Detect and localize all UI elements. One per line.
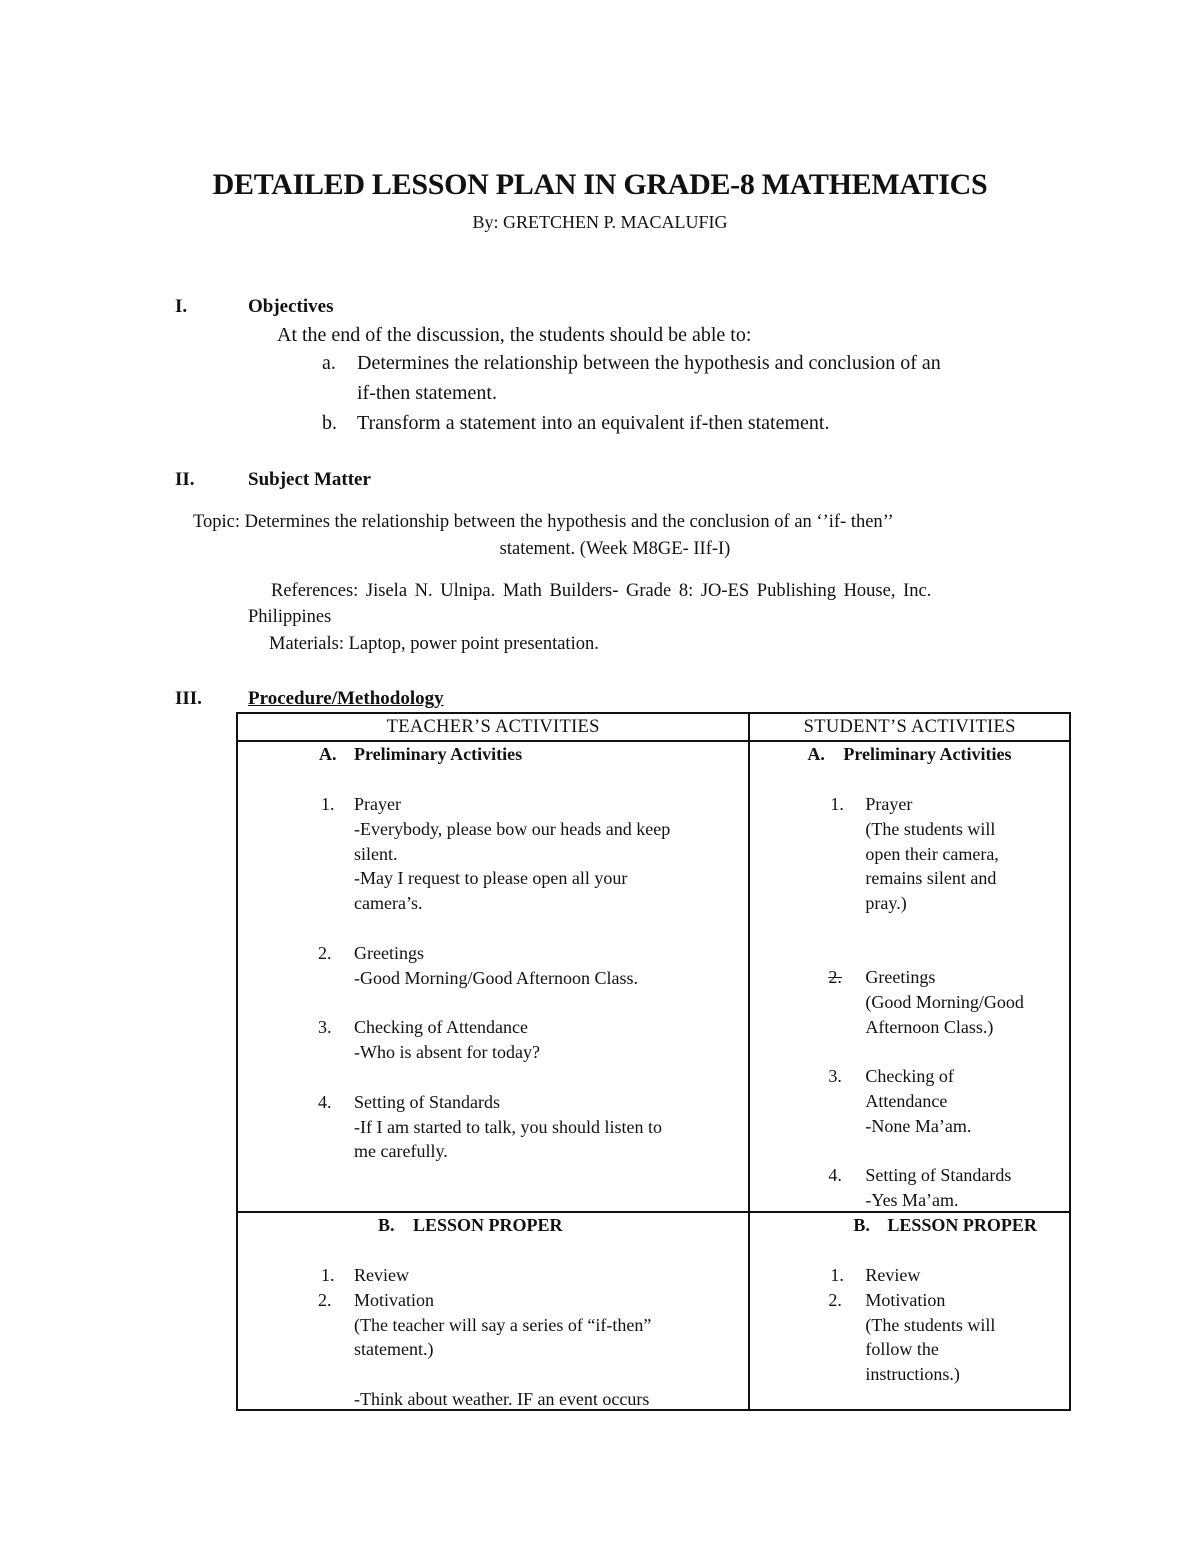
document-title: DETAILED LESSON PLAN IN GRADE-8 MATHEMATICS <box>212 168 988 201</box>
header-teacher-activities: TEACHER’S ACTIVITIES <box>237 713 749 741</box>
student-prelim-heading: Preliminary Activities <box>843 744 1012 764</box>
student-lesson-heading: LESSON PROPER <box>887 1215 1037 1235</box>
teacher-lesson-item2-marker: 2. <box>318 1290 332 1310</box>
teacher-item3-title: Checking of Attendance <box>354 1017 528 1037</box>
section-heading-procedure: Procedure/Methodology <box>248 688 444 709</box>
teacher-item1-line2: silent. <box>354 844 398 864</box>
student-item2-marker: 2. <box>828 967 842 987</box>
student-item2-line2: Afternoon Class.) <box>865 1017 994 1037</box>
student-item3-title: Checking of <box>865 1066 954 1086</box>
student-lesson-item2-line1: (The students will <box>865 1315 996 1335</box>
teacher-item1-title: Prayer <box>354 794 401 814</box>
table-row-lesson-proper <box>237 1212 1070 1410</box>
section-number-subject-matter: II. <box>175 469 195 490</box>
student-lesson-proper-cell <box>749 1212 1070 1410</box>
student-item1-line4: pray.) <box>865 893 907 913</box>
teacher-item4-line2: me carefully. <box>354 1141 448 1161</box>
teacher-item1-line1: -Everybody, please bow our heads and keep <box>354 819 671 839</box>
section-number-procedure: III. <box>175 688 202 709</box>
header-student-activities: STUDENT’S ACTIVITIES <box>749 713 1070 741</box>
author-byline: By: GRETCHEN P. MACALUFIG <box>472 212 728 232</box>
teacher-item1-line4: camera’s. <box>354 893 423 913</box>
teacher-item2-marker: 2. <box>318 943 332 963</box>
student-prelim-marker: A. <box>807 744 825 764</box>
student-lesson-item2-marker: 2. <box>828 1290 842 1310</box>
objective-a-line2: if-then statement. <box>357 382 497 404</box>
teacher-item3-line1: -Who is absent for today? <box>354 1042 540 1062</box>
teacher-lesson-marker: B. <box>378 1215 395 1235</box>
teacher-prelim-marker: A. <box>319 744 337 764</box>
student-lesson-item1-marker: 1. <box>830 1265 844 1285</box>
references-line1: References: Jisela N. Ulnipa. Math Builders- Grade 8: JO-ES Publishing House, Inc. <box>271 581 932 601</box>
objective-b-line1: Transform a statement into an equivalent if-then statement. <box>357 412 830 434</box>
teacher-lesson-item2-line3: -Think about weather. IF an event occurs <box>354 1389 650 1409</box>
table-header-row <box>237 713 1070 741</box>
teacher-item2-title: Greetings <box>354 943 424 963</box>
teacher-item4-line1: -If I am started to talk, you should listen to <box>354 1117 662 1137</box>
teacher-item1-line3: -May I request to please open all your <box>354 868 628 888</box>
student-lesson-marker: B. <box>853 1215 870 1235</box>
teacher-item3-marker: 3. <box>318 1017 332 1037</box>
student-preliminary-cell <box>749 741 1070 1212</box>
teacher-lesson-item2-line1: (The teacher will say a series of “if-then” <box>354 1315 652 1335</box>
teacher-lesson-item2-title: Motivation <box>354 1290 434 1310</box>
topic-line1: Topic: Determines the relationship between the hypothesis and the conclusion of an ‘’if- then’’ <box>193 512 894 532</box>
teacher-prelim-heading: Preliminary Activities <box>354 744 523 764</box>
student-lesson-item2-line3: instructions.) <box>865 1364 960 1384</box>
student-item1-marker: 1. <box>830 794 844 814</box>
materials-line: Materials: Laptop, power point presentation. <box>269 634 599 654</box>
section-number-objectives: I. <box>175 296 188 317</box>
student-item2-line1: (Good Morning/Good <box>865 992 1024 1012</box>
objective-b-marker: b. <box>322 412 337 434</box>
student-item3-line2: -None Ma’am. <box>865 1116 972 1136</box>
student-item4-title: Setting of Standards <box>865 1165 1012 1185</box>
objective-a-marker: a. <box>322 352 336 374</box>
student-lesson-item1-title: Review <box>865 1265 921 1285</box>
teacher-item4-title: Setting of Standards <box>354 1092 500 1112</box>
objectives-intro: At the end of the discussion, the students should be able to: <box>277 324 752 346</box>
teacher-lesson-heading: LESSON PROPER <box>413 1215 563 1235</box>
student-item1-line3: remains silent and <box>865 868 997 888</box>
topic-line2: statement. (Week M8GE- IIf-I) <box>499 539 731 559</box>
teacher-lesson-item1-marker: 1. <box>321 1265 335 1285</box>
teacher-item2-line1: -Good Morning/Good Afternoon Class. <box>354 968 638 988</box>
teacher-lesson-item1-title: Review <box>354 1265 409 1285</box>
objective-a-line1: Determines the relationship between the hypothesis and conclusion of an <box>357 352 941 374</box>
student-item1-line1: (The students will <box>865 819 996 839</box>
student-item1-line2: open their camera, <box>865 844 999 864</box>
procedure-table <box>236 712 1071 1411</box>
student-item3-line1: Attendance <box>865 1091 948 1111</box>
section-heading-subject-matter: Subject Matter <box>248 469 371 490</box>
student-item4-line1: -Yes Ma’am. <box>865 1190 959 1210</box>
teacher-lesson-item2-line2: statement.) <box>354 1339 434 1359</box>
teacher-preliminary-cell <box>237 741 749 1212</box>
student-lesson-item2-title: Motivation <box>865 1290 946 1310</box>
student-item4-marker: 4. <box>828 1165 842 1185</box>
references-line2: Philippines <box>248 607 332 627</box>
student-lesson-item2-line2: follow the <box>865 1339 939 1359</box>
student-item1-title: Prayer <box>865 794 913 814</box>
student-item2-title: Greetings <box>865 967 936 987</box>
table-row-preliminary <box>237 741 1070 1212</box>
section-heading-objectives: Objectives <box>248 296 334 317</box>
teacher-lesson-proper-cell <box>237 1212 749 1410</box>
student-item3-marker: 3. <box>828 1066 842 1086</box>
teacher-item4-marker: 4. <box>318 1092 332 1112</box>
teacher-item1-marker: 1. <box>321 794 335 814</box>
